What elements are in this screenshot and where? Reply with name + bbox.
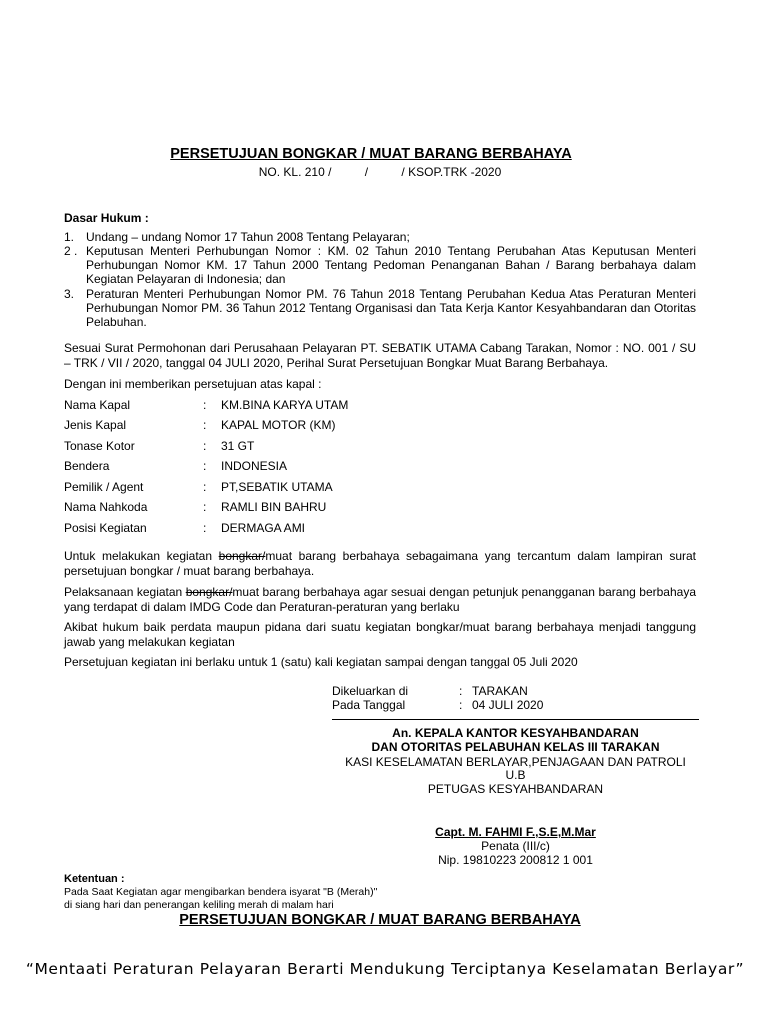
legal-basis-text: Keputusan Menteri Perhubungan Nomor : KM. 02 Tahun 2010 Tentang Perubahan Atas Keputusan Menteri Perhubungan Nomor KM. 17 Tahun 2000 Tentang Pedoman Penanganan Bahan / Barang berbahaya dalam Kegiatan Pelayaran di Indonesia; dan xyxy=(86,244,696,286)
ship-detail-value: PT,SEBATIK UTAMA xyxy=(221,480,333,494)
signature-ub-line: U.B xyxy=(505,768,526,782)
legal-basis-number: 2 . xyxy=(64,244,78,258)
ship-detail-label: Posisi Kegiatan xyxy=(64,521,147,535)
paragraph-text: Untuk melakukan kegiatan xyxy=(64,549,219,563)
separator-colon: : xyxy=(203,480,207,494)
ship-detail-label: Nama Nahkoda xyxy=(64,500,148,514)
struck-text: bongkar/ xyxy=(185,585,233,599)
issued-label: Dikeluarkan di xyxy=(332,684,409,698)
separator-colon: : xyxy=(203,398,207,412)
legal-basis-item xyxy=(64,287,696,329)
separator-colon: : xyxy=(459,684,463,698)
separator-colon: : xyxy=(459,698,463,712)
ketentuan-line: di siang hari dan penerangan keliling merah di malam hari xyxy=(64,899,334,911)
issued-label: Pada Tanggal xyxy=(332,698,406,712)
ship-detail-value: RAMLI BIN BAHRU xyxy=(221,500,327,514)
legal-basis-text: Undang – undang Nomor 17 Tahun 2008 Tentang Pelayaran; xyxy=(86,230,410,244)
legal-basis-text: Peraturan Menteri Perhubungan Nomor PM. 76 Tahun 2018 Tentang Perubahan Kedua Atas Peraturan Menteri Perhubungan Nomor PM. 36 Tahun 2012 Tentang Organisasi dan Tata Kerja Kantor Kesyahbandaran dan Otoritas Pelabuhan. xyxy=(86,287,696,329)
separator-colon: : xyxy=(203,418,207,432)
legal-basis-item xyxy=(64,244,696,286)
paragraph-text: Pelaksanaan kegiatan xyxy=(64,585,186,599)
ship-detail-label: Jenis Kapal xyxy=(64,418,127,432)
motto: “Mentaati Peraturan Pelayaran Berarti Mendukung Terciptanya Keselamatan Berlayar” xyxy=(25,960,745,978)
signature-authority-line1: An. KEPALA KANTOR KESYAHBANDARAN xyxy=(392,726,639,740)
issued-value: TARAKAN xyxy=(472,684,528,698)
ship-detail-label: Pemilik / Agent xyxy=(64,480,144,494)
validity-paragraph: Persetujuan kegiatan ini berlaku untuk 1 (satu) kali kegiatan sampai dengan tanggal 05 Juli 2020 xyxy=(64,655,578,669)
execution-paragraph xyxy=(64,585,696,615)
legal-basis-item xyxy=(64,230,696,244)
ketentuan-line: Pada Saat Kegiatan agar mengibarkan bendera isyarat "B (Merah)" xyxy=(64,886,378,898)
legal-consequence-paragraph: Akibat hukum baik perdata maupun pidana dari suatu kegiatan bongkar/muat barang berbahaya menjadi tanggung jawab yang melakukan kegiatan xyxy=(64,620,696,649)
signatory-name: Capt. M. FAHMI F.,S.E,M.Mar xyxy=(435,825,596,839)
signatory-nip: Nip. 19810223 200812 1 001 xyxy=(438,853,593,867)
legal-basis-number: 3. xyxy=(64,287,75,301)
ship-detail-value: INDONESIA xyxy=(221,459,288,473)
separator-colon: : xyxy=(203,459,207,473)
approval-intro: Dengan ini memberikan persetujuan atas kapal : xyxy=(64,377,322,391)
ship-detail-label: Tonase Kotor xyxy=(64,439,135,453)
ship-detail-value: KM.BINA KARYA UTAM xyxy=(221,398,349,412)
document-number: NO. KL. 210 / / / KSOP.TRK -2020 xyxy=(258,165,502,179)
ship-detail-value: DERMAGA AMI xyxy=(221,521,306,535)
dasar-hukum-heading: Dasar Hukum : xyxy=(64,211,149,225)
ship-detail-label: Nama Kapal xyxy=(64,398,131,412)
signature-officer-line: PETUGAS KESYAHBANDARAN xyxy=(427,782,604,796)
activity-paragraph xyxy=(64,549,696,579)
document-title: PERSETUJUAN BONGKAR / MUAT BARANG BERBAHAYA xyxy=(170,146,572,162)
ship-detail-value: 31 GT xyxy=(221,439,255,453)
ketentuan-heading: Ketentuan : xyxy=(64,873,125,885)
signatory-rank: Penata (III/c) xyxy=(481,839,550,853)
signature-authority-line2: DAN OTORITAS PELABUHAN KELAS III TARAKAN xyxy=(371,740,660,754)
separator-colon: : xyxy=(203,500,207,514)
legal-basis-number: 1. xyxy=(64,230,75,244)
struck-text: bongkar/ xyxy=(218,549,266,563)
separator-colon: : xyxy=(203,439,207,453)
issued-value: 04 JULI 2020 xyxy=(472,698,544,712)
ship-detail-label: Bendera xyxy=(64,459,110,473)
ship-detail-value: KAPAL MOTOR (KM) xyxy=(221,418,336,432)
request-paragraph: Sesuai Surat Permohonan dari Perusahaan Pelayaran PT. SEBATIK UTAMA Cabang Tarakan, Nomor : NO. 001 / SU – TRK / VII / 2020, tanggal 04 JULI 2020, Perihal Surat Persetujuan Bongkar Muat Barang Berbahaya. xyxy=(64,341,696,370)
signature-divider xyxy=(332,719,699,720)
bottom-title: PERSETUJUAN BONGKAR / MUAT BARANG BERBAHAYA xyxy=(179,912,581,928)
paragraph-text: muat barang berbahaya agar sesuai dengan petunjuk penangganan barang berbahaya yang terdapat di dalam IMDG Code dan Peraturan-peraturan yang berlaku xyxy=(64,585,696,614)
signature-position-line: KASI KESELAMATAN BERLAYAR,PENJAGAAN DAN PATROLI xyxy=(345,755,686,769)
paragraph-text: muat barang berbahaya sebagaimana yang tercantum dalam lampiran surat persetujuan bongkar / muat barang berbahaya. xyxy=(64,549,696,578)
separator-colon: : xyxy=(203,521,207,535)
